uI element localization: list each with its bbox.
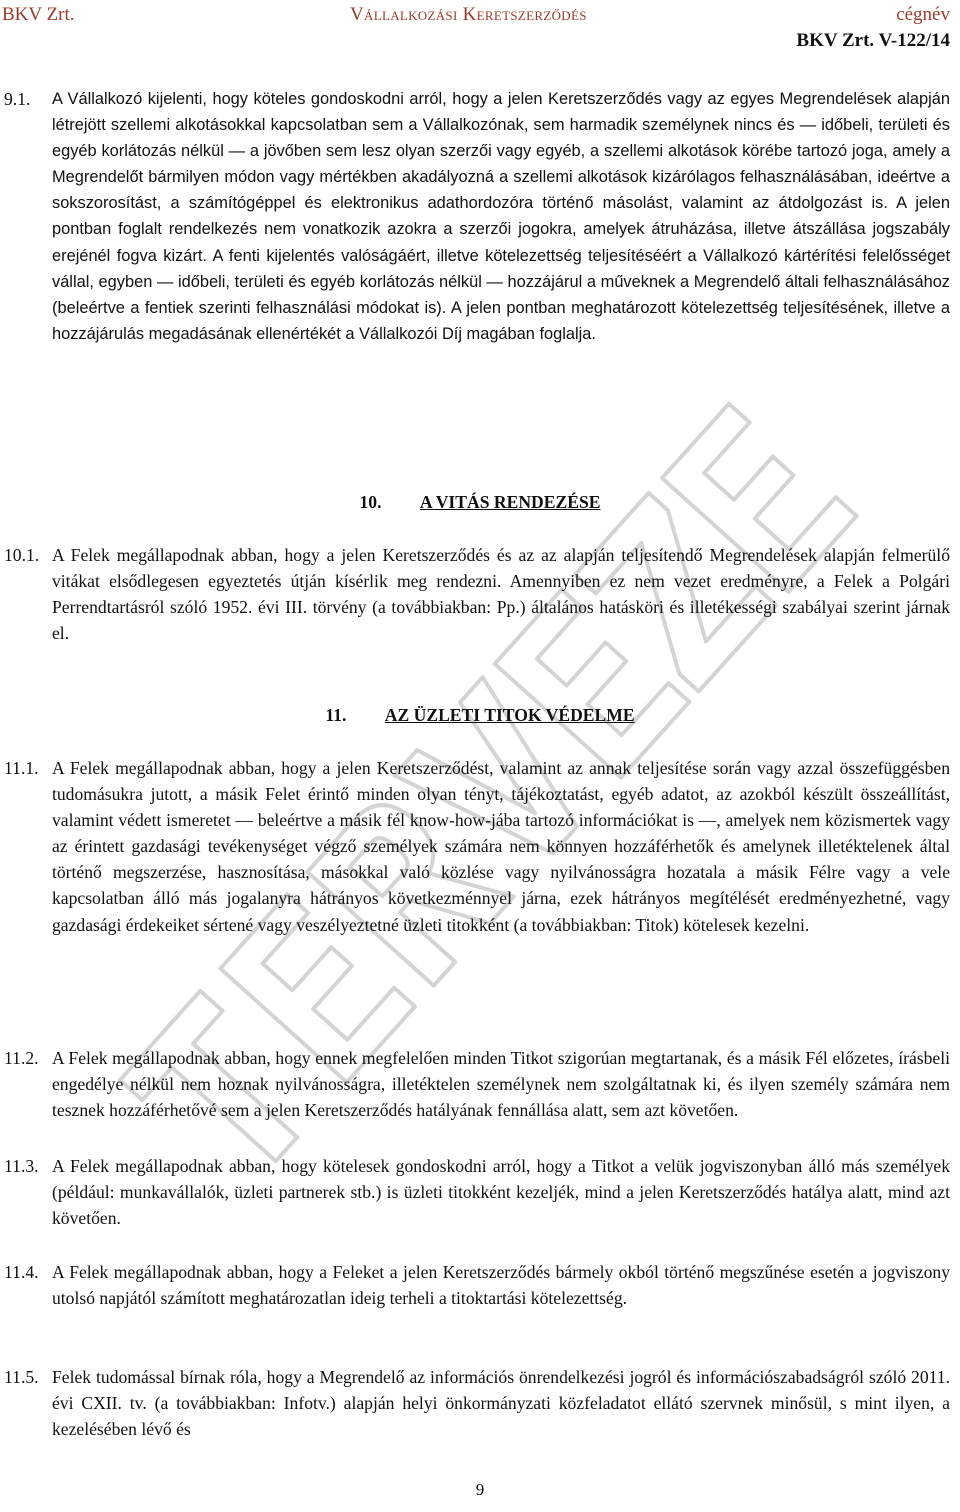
clause-11-5 <box>4 1364 950 1442</box>
clause-number: 11.3. <box>4 1156 39 1176</box>
clause-10-1 <box>4 542 950 646</box>
page-header <box>0 0 960 60</box>
section-heading-10 <box>0 492 960 513</box>
clause-11-3 <box>4 1153 950 1231</box>
clause-text: A Felek megállapodnak abban, hogy a Feleket a jelen Keretszerződés bármely okból történő megszűnése esetén a jogviszony utolsó napjától számított meghatározatlan ideig terheli a titoktartási kötelezettség. <box>52 1262 950 1309</box>
clause-number: 11.4. <box>4 1262 39 1282</box>
clause-number: 11.5. <box>4 1367 39 1387</box>
page-number: 9 <box>475 1480 485 1499</box>
section-number: 11. <box>325 705 347 725</box>
clause-11-2 <box>4 1045 950 1123</box>
clause-11-4 <box>4 1259 950 1311</box>
section-heading-11 <box>0 705 960 726</box>
clause-number: 9.1. <box>4 89 31 109</box>
clause-number: 10.1. <box>4 545 40 565</box>
clause-text: Felek tudomással bírnak róla, hogy a Megrendelő az információs önrendelkezési jogról és információszabadságról szóló 2011. évi CXII. tv. (a továbbiakban: Infotv.) alapján helyi önkormányzati közfeladatot ellátó szervnek minősül, s mint ilyen, a kezelésében lévő és <box>52 1367 950 1440</box>
clause-number: 11.1. <box>4 758 39 778</box>
clause-11-1 <box>4 755 950 938</box>
header-reference-number: BKV Zrt. V-122/14 <box>796 30 950 51</box>
section-number: 10. <box>359 492 382 512</box>
section-title: AZ ÜZLETI TITOK VÉDELME <box>384 705 635 725</box>
clause-text: A Felek megállapodnak abban, hogy ennek megfelelően minden Titkot szigorúan megtartanak, és a másik Fél előzetes, írásbeli engedélye nélkül nem hoznak nyilvánosságra, illetéktelen személynek nem szolgáltatnak ki, és ilyen személy számára nem tesznek hozzáférhetővé sem a jelen Keretszerződés hatályának fennállása alatt, sem azt követően. <box>52 1048 950 1121</box>
clause-text: A Felek megállapodnak abban, hogy a jelen Keretszerződést, valamint az annak teljesítése során vagy azzal összefüggésben tudomásukra jutott, a másik Felet érintő minden olyan tényt, tájékoztatást, egyéb adatot, az azokból készült összeállítást, valamint védett ismeretet — beleértve a másik fél know-how-jába tartozó információkat is —, amelyek nem közismertek vagy az érintett gazdasági tevékenységet végző személyek számára nem könnyen hozzáférhetők és amelynek illetéktelenek által történő megszerzése, hasznosítása, másokkal való közlése vagy nyilvánosságra hozatala a másik Félre vagy a vele kapcsolatban álló más jogalanyra hátrányos következménnyel járna, ezek hátrányos megítélését eredményezhetné, vagy gazdasági érdekeiket sértené vagy veszélyeztetné üzleti titokként (a továbbiakban: Titok) kötelesek kezelni. <box>52 758 950 935</box>
header-document-type: Vállalkozási Keretszerződés <box>350 4 587 25</box>
clause-text: A Felek megállapodnak abban, hogy a jelen Keretszerződés és az az alapján teljesítendő Megrendelések alapján felmerülő vitákat elsődlegesen egyeztetés útján kísérlik meg rendezni. Amennyiben ez nem vezet eredményre, a Felek a Polgári Perrendtartásról szóló 1952. évi III. törvény (a továbbiakban: Pp.) általános hatásköri és illetékességi szabályai szerint járnak el. <box>52 545 950 644</box>
clause-text: A Vállalkozó kijelenti, hogy köteles gondoskodni arról, hogy a jelen Keretszerződés vagy az egyes Megrendelések alapján létrejött szellemi alkotásokkal kapcsolatban sem a Vállalkozónak, sem harmadik személynek nincs és — időbeli, területi és egyéb korlátozás nélkül — a jövőben sem lesz olyan szerzői vagy egyéb, a szellemi alkotások körébe tartozó joga, amely a Megrendelőt bármilyen módon vagy mértékben akadályozná a szellemi alkotások kizárólagos felhasználásában, ideértve a sokszorosítást, a számítógéppel és elektronikus adathordozóra történő másolást, valamint az átdolgozást is. A jelen pontban foglalt rendelkezés nem vonatkozik azokra a szerzői jogokra, amelyek átruházása, illetve átszállása jogszabály erejénél fogva kizárt. A fenti kijelentés valóságáért, illetve kötelezettség teljesítéséért a Vállalkozó kártérítési felelősséget vállal, egyben — időbeli, területi és egyéb korlátozás nélkül — hozzájárul a műveknek a Megrendelő általi felhasználásához (beleértve a fentiek szerinti felhasználási módokat is). A jelen pontban meghatározott kötelezettség teljesítésének, illetve a hozzájárulás megadásának ellenértékét a Vállalkozói Díj magában foglalja. <box>52 90 950 343</box>
clause-text: A Felek megállapodnak abban, hogy kötelesek gondoskodni arról, hogy a Titkot a velük jogviszonyban álló más személyek (például: munkavállalók, üzleti partnerek stb.) is üzleti titokként kezeljék, mind a jelen Keretszerződés hatálya alatt, mind azt követően. <box>52 1156 950 1229</box>
clause-9-1 <box>4 86 950 347</box>
clause-number: 11.2. <box>4 1048 39 1068</box>
section-title: A VITÁS RENDEZÉSE <box>419 492 601 512</box>
header-company: BKV Zrt. <box>2 4 75 25</box>
header-contractor: cégnév <box>896 4 950 25</box>
